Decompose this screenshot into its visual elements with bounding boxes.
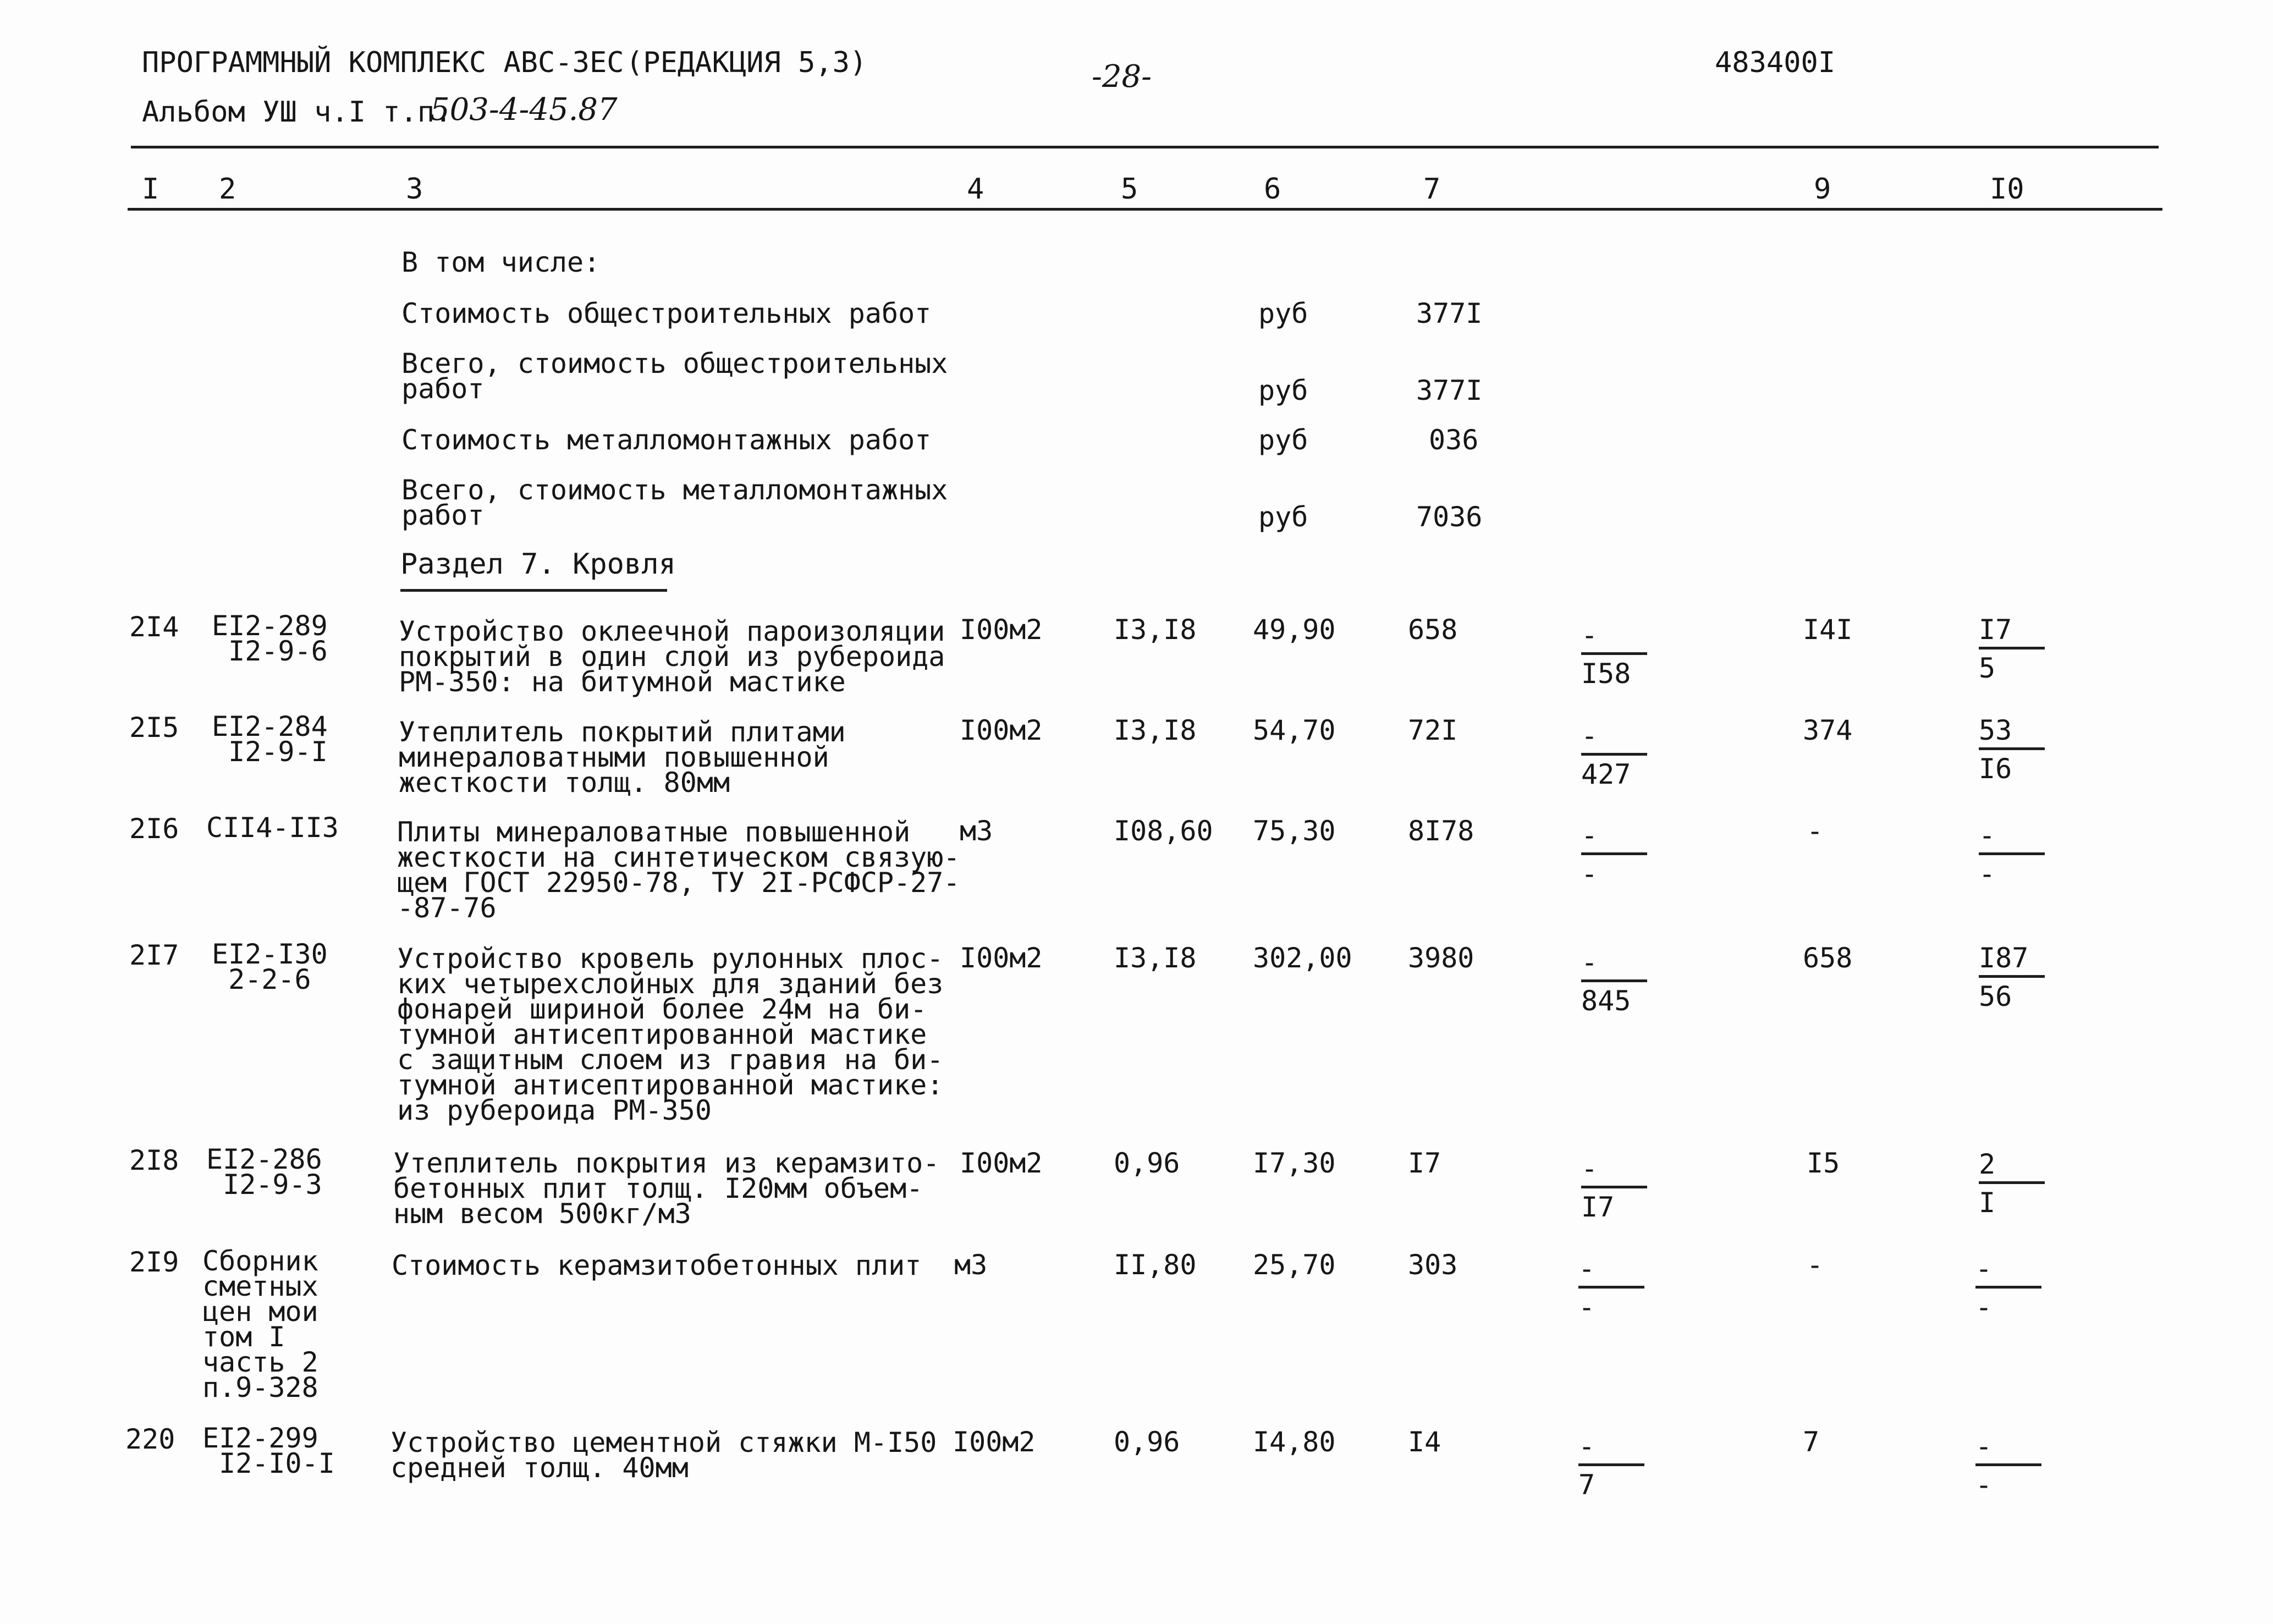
col8-fraction-bar — [1581, 979, 1647, 982]
col8-numerator: - — [1581, 819, 1598, 851]
col10-numerator: 2 — [1979, 1148, 1996, 1180]
column-header-1: I — [142, 173, 159, 206]
quantity: 0,96 — [1114, 1147, 1180, 1179]
work-description: Стоимость керамзитобетонных плит — [392, 1249, 922, 1281]
summary-unit: руб — [1258, 298, 1308, 329]
summary-label: Всего, стоимость металломонтажных работ — [401, 474, 948, 531]
unit-price: 49,90 — [1253, 614, 1336, 646]
col10-fraction — [1979, 819, 2045, 893]
quantity: 0,96 — [1114, 1426, 1180, 1458]
work-description: Устройство цементной стяжки М-I50 средней толщ. 40мм — [390, 1427, 937, 1484]
work-description: Плиты минераловатные повышенной жесткости на синтетическом связую- щем ГОСТ 22950-78, ТУ 2I-РСФСР-27- -87-76 — [397, 816, 960, 924]
col10-fraction — [1975, 1430, 2041, 1504]
col10-denominator: I6 — [1979, 753, 2012, 785]
col8-denominator: 845 — [1581, 985, 1631, 1017]
row-number: 2I9 — [129, 1246, 179, 1278]
col10-fraction — [1979, 714, 2045, 788]
row-number: 2I4 — [129, 611, 179, 643]
col8-fraction-bar — [1581, 753, 1647, 756]
summary-unit: руб — [1258, 424, 1308, 456]
unit-price: 75,30 — [1253, 815, 1336, 847]
column-header-4: 4 — [967, 173, 984, 206]
col10-numerator: - — [1979, 819, 1996, 851]
col8-fraction — [1581, 621, 1647, 693]
unit-price: I4,80 — [1253, 1426, 1336, 1458]
row-number: 2I7 — [129, 939, 179, 971]
col10-fraction-bar — [1979, 975, 2045, 978]
summary-value: 036 — [1429, 424, 1479, 456]
quantity: I3,I8 — [1114, 614, 1197, 646]
col8-numerator: - — [1578, 1253, 1595, 1285]
col8-numerator: - — [1581, 946, 1598, 978]
column-header-6: 6 — [1264, 173, 1281, 206]
summary-intro: В том числе: — [401, 246, 601, 278]
section-title: Раздел 7. Кровля — [400, 548, 676, 581]
total-cost: 303 — [1408, 1249, 1458, 1281]
unit-price: 54,70 — [1253, 714, 1336, 746]
unit: I00м2 — [953, 1426, 1036, 1458]
col10-fraction-bar — [1979, 1181, 2045, 1184]
col9-value: I4I — [1803, 614, 1853, 646]
rate-code: ЕI2-284 I2-9-I — [212, 711, 328, 768]
column-header-5: 5 — [1121, 173, 1138, 206]
unit-price: I7,30 — [1253, 1147, 1336, 1179]
col8-fraction — [1581, 819, 1647, 893]
col10-fraction-bar — [1975, 1286, 2041, 1289]
col9-value: 7 — [1803, 1426, 1820, 1458]
col8-fraction-bar — [1578, 1463, 1644, 1466]
row-number: 2I6 — [129, 813, 179, 845]
unit: I00м2 — [960, 942, 1043, 974]
col10-fraction-bar — [1979, 747, 2045, 750]
col8-fraction-bar — [1581, 652, 1647, 655]
col10-fraction-bar — [1975, 1463, 2041, 1466]
col10-denominator: I — [1979, 1187, 1996, 1219]
col8-denominator: 7 — [1578, 1469, 1595, 1501]
summary-label: Всего, стоимость общестроительных работ — [401, 348, 948, 405]
col8-denominator: - — [1578, 1291, 1595, 1323]
rate-code: СII4-II3 — [206, 812, 339, 844]
summary-value: 377I — [1416, 298, 1483, 329]
row-number: 220 — [125, 1423, 175, 1455]
col10-denominator: 5 — [1979, 652, 1996, 684]
unit: I00м2 — [960, 1147, 1043, 1179]
col10-numerator: - — [1975, 1253, 1993, 1285]
total-cost: 3980 — [1408, 942, 1474, 974]
col8-fraction — [1578, 1255, 1644, 1326]
col10-fraction — [1979, 1150, 2045, 1222]
unit: м3 — [960, 815, 993, 847]
column-header-9: 9 — [1814, 173, 1831, 206]
col10-denominator: - — [1975, 1469, 1993, 1501]
col10-numerator: I7 — [1979, 614, 2012, 646]
col10-fraction — [1979, 944, 2045, 1016]
work-description: Утеплитель покрытия из керамзито- бетонных плит толщ. I20мм объем- ным весом 500кг/м3 — [393, 1147, 940, 1230]
column-header-7: 7 — [1423, 173, 1441, 206]
row-number: 2I5 — [129, 712, 179, 744]
col8-fraction-bar — [1581, 1186, 1647, 1188]
col10-fraction-bar — [1979, 647, 2045, 649]
row-number: 2I8 — [129, 1144, 179, 1176]
summary-label: Стоимость общестроительных работ — [401, 298, 932, 329]
page-number: -28- — [1092, 59, 1152, 95]
rate-code: ЕI2-299 I2-I0-I — [202, 1422, 335, 1479]
col8-numerator: - — [1581, 720, 1598, 752]
summary-value: 7036 — [1416, 501, 1483, 533]
work-description: Устройство оклеечной пароизоляции покрытий в один слой из рубероида РМ-350: на битумной мастике — [399, 615, 945, 698]
rate-code: ЕI2-286 I2-9-3 — [206, 1143, 322, 1201]
unit: м3 — [954, 1249, 988, 1281]
rate-code: Сборник сметных цен мои том I часть 2 п.9-328 — [202, 1245, 318, 1403]
total-cost: 658 — [1408, 614, 1458, 646]
col8-fraction — [1581, 946, 1647, 1020]
header-top-rule — [131, 146, 2159, 148]
col10-numerator: - — [1975, 1430, 1993, 1462]
col10-denominator: 56 — [1979, 981, 2012, 1012]
column-header-2: 2 — [219, 173, 236, 206]
col10-denominator: - — [1979, 858, 1996, 890]
column-header-3: 3 — [406, 173, 423, 206]
summary-value: 377I — [1416, 375, 1483, 406]
column-header-10: I0 — [1990, 173, 2024, 206]
col8-fraction-bar — [1578, 1286, 1644, 1289]
col8-denominator: 427 — [1581, 758, 1631, 790]
work-description: Утеплитель покрытий плитами минераловатными повышенной жесткости толщ. 80мм — [399, 716, 846, 799]
col8-denominator: - — [1581, 858, 1598, 890]
col8-numerator: - — [1581, 1153, 1598, 1185]
col8-denominator: I7 — [1581, 1191, 1615, 1223]
col9-value: 658 — [1803, 942, 1853, 974]
quantity: II,80 — [1114, 1249, 1197, 1281]
rate-code: ЕI2-I30 2-2-6 — [212, 938, 328, 995]
quantity: I08,60 — [1114, 815, 1213, 847]
col8-numerator: - — [1578, 1430, 1595, 1462]
project-code: 503-4-45.87 — [430, 92, 618, 128]
col8-denominator: I58 — [1581, 658, 1631, 690]
unit-price: 25,70 — [1253, 1249, 1336, 1281]
col9-value: - — [1807, 815, 1824, 847]
program-title: ПРОГРАММНЫЙ КОМПЛЕКС АВС-ЗЕС — [142, 46, 624, 79]
col8-fraction — [1581, 1155, 1647, 1226]
album-label: Альбом УШ ч.I т.п. — [142, 96, 452, 129]
work-description: Устройство кровель рулонных плос- ких четырехслойных для зданий без фонарей шириной более 24м на би- тумной антисептированной мастике с защитным слоем из гравия на би- тумной антисептированной мастике: из рубероида РМ-350 — [397, 943, 944, 1126]
unit-price: 302,00 — [1253, 942, 1352, 974]
quantity: I3,I8 — [1114, 714, 1197, 746]
col9-value: - — [1807, 1249, 1824, 1281]
document-number: 483400I — [1715, 46, 1836, 79]
col10-numerator: I87 — [1979, 942, 2029, 974]
summary-unit: руб — [1258, 501, 1308, 533]
col10-fraction — [1975, 1255, 2041, 1326]
col8-numerator: - — [1581, 619, 1598, 651]
unit: I00м2 — [960, 614, 1043, 646]
col8-fraction — [1581, 722, 1647, 794]
unit: I00м2 — [960, 714, 1043, 746]
col9-value: 374 — [1803, 714, 1853, 746]
edition-label: (РЕДАКЦИЯ 5,3) — [626, 46, 867, 79]
total-cost: 8I78 — [1408, 815, 1474, 847]
section-title-underline — [400, 589, 667, 592]
column-header-rule — [128, 208, 2162, 211]
col9-value: I5 — [1807, 1147, 1840, 1179]
rate-code: ЕI2-289 I2-9-6 — [212, 610, 328, 667]
total-cost: I4 — [1408, 1426, 1441, 1458]
col10-numerator: 53 — [1979, 714, 2012, 746]
col8-fraction-bar — [1581, 852, 1647, 855]
quantity: I3,I8 — [1114, 942, 1197, 974]
summary-unit: руб — [1258, 375, 1308, 406]
total-cost: 72I — [1408, 714, 1458, 746]
col8-fraction — [1578, 1430, 1644, 1504]
col10-fraction-bar — [1979, 852, 2045, 855]
total-cost: I7 — [1408, 1147, 1441, 1179]
summary-label: Стоимость металломонтажных работ — [401, 424, 932, 456]
col10-denominator: - — [1975, 1291, 1993, 1323]
col10-fraction — [1979, 616, 2045, 687]
